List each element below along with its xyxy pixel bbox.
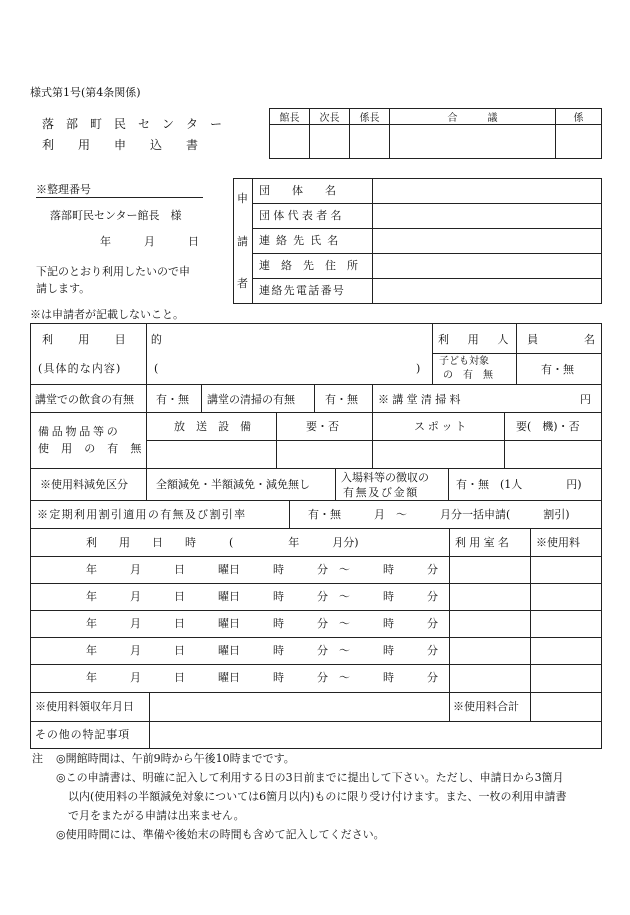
- applicant-side-2: 請: [237, 235, 248, 248]
- group-name-field[interactable]: [373, 179, 601, 203]
- approval-cell[interactable]: [310, 125, 350, 159]
- spot-value[interactable]: 要( 機)・否: [516, 420, 580, 433]
- seiri-underline: [36, 197, 203, 198]
- purpose-paren-close: ): [416, 362, 421, 375]
- exemption-label: ※使用料減免区分: [40, 478, 128, 491]
- teiki-value[interactable]: 有・無 月 〜 月分一括申請( 割引): [308, 508, 570, 521]
- representative-field[interactable]: [373, 204, 601, 228]
- schedule-row[interactable]: 年 月 日 曜日 時 分 〜 時 分: [86, 590, 438, 603]
- broadcast-value[interactable]: 要・否: [306, 420, 339, 433]
- admission-value[interactable]: 有・無 (1人 円): [456, 478, 582, 491]
- exemption-value[interactable]: 全額減免・半額減免・減免無し: [156, 478, 310, 491]
- food-label: 講堂での飲食の有無: [35, 393, 134, 406]
- admission-label-2: 有無及び金額: [343, 486, 419, 499]
- note-2b: 以内(使用料の半額減免対象については6箇月以内)ものに限り受け付けます。また、一枚の利用申請書: [68, 790, 567, 803]
- other-label: その他の特記事項: [35, 728, 131, 741]
- equipment-label-1: 備品物品等の: [38, 425, 121, 438]
- note-3: ◎使用時間には、準備や後始末の時間も含めて記入してください。: [56, 828, 385, 841]
- application-date: 年 月 日: [100, 235, 199, 248]
- contact-address-label: 連 絡 先 住 所: [259, 259, 358, 272]
- approval-header-gogi: 合 議: [390, 109, 556, 125]
- note-2c: で月をまたがる申請は出来ません。: [68, 809, 245, 822]
- schedule-header: 利 用 日 時 ( 年 月分): [86, 536, 359, 549]
- note-2a: ◎この申請書は、明確に記入して利用する日の3日前までに提出して下さい。ただし、申請日から3箇月: [56, 771, 564, 784]
- room-header: 利用室名: [455, 536, 513, 549]
- note-1: ◎開館時間は、午前9時から午後10時までです。: [56, 752, 295, 765]
- contact-phone-field[interactable]: [373, 279, 601, 303]
- purpose-paren-open: (: [154, 362, 159, 375]
- fee-unit: 円: [580, 393, 591, 406]
- clean-value[interactable]: 有・無: [325, 393, 358, 406]
- form-title-line1: 落 部 町 民 セ ン タ ー: [42, 117, 223, 131]
- approval-cell[interactable]: [270, 125, 310, 159]
- contact-address-field[interactable]: [373, 254, 601, 278]
- schedule-row[interactable]: 年 月 日 曜日 時 分 〜 時 分: [86, 617, 438, 630]
- children-label-1: 子ども対象: [439, 356, 489, 367]
- children-value[interactable]: 有・無: [541, 363, 574, 376]
- users-label: 利 用 人 員: [438, 333, 542, 346]
- clean-label: 講堂の清掃の有無: [207, 393, 295, 406]
- request-text-1: 下記のとおり利用したいので申: [36, 265, 190, 278]
- note-top: ※は申請者が記載しないこと。: [30, 308, 184, 321]
- children-label-2: の 有 無: [443, 370, 493, 381]
- contact-phone-label: 連絡先電話番号: [259, 284, 346, 297]
- applicant-side-1: 申: [237, 192, 248, 205]
- notes-prefix: 注: [32, 752, 43, 765]
- seiri-label: ※整理番号: [36, 183, 91, 196]
- approval-cell[interactable]: [390, 125, 556, 159]
- purpose-field[interactable]: [162, 355, 412, 379]
- schedule-row[interactable]: 年 月 日 曜日 時 分 〜 時 分: [86, 563, 438, 576]
- equipment-label-2: 使 用 の 有 無: [38, 442, 142, 455]
- receipt-label: ※使用料領収年月日: [35, 700, 134, 713]
- approval-cell[interactable]: [556, 125, 602, 159]
- purpose-label-2: (具体的な内容): [38, 362, 122, 375]
- applicant-side-3: 者: [237, 277, 248, 290]
- purpose-label-1: 利 用 目 的: [42, 333, 170, 346]
- approval-header-kakari: 係: [556, 109, 602, 125]
- approval-header-jicho: 次長: [310, 109, 350, 125]
- request-text-2: 請します。: [36, 282, 91, 295]
- schedule-row[interactable]: 年 月 日 曜日 時 分 〜 時 分: [86, 644, 438, 657]
- form-title-line2: 利 用 申 込 書: [42, 138, 199, 152]
- form-id: 様式第1号(第4条関係): [30, 86, 141, 99]
- contact-name-field[interactable]: [373, 229, 601, 253]
- representative-label: 団体代表者名: [259, 209, 345, 222]
- broadcast-label: 放 送 設 備: [174, 420, 251, 433]
- fee-header: ※使用料: [536, 536, 580, 549]
- group-name-label: 団 体 名: [259, 184, 336, 197]
- addressee: 落部町民センター館長 様: [50, 209, 182, 222]
- approval-table: [269, 108, 602, 159]
- approval-header-kancho: 館長: [270, 109, 310, 125]
- contact-name-label: 連絡先氏名: [259, 234, 345, 247]
- fee-label: ※講堂清掃料: [378, 393, 464, 406]
- teiki-label: ※定期利用割引適用の有無及び割引率: [37, 508, 247, 521]
- approval-header-kakaricho: 係長: [350, 109, 390, 125]
- schedule-row[interactable]: 年 月 日 曜日 時 分 〜 時 分: [86, 671, 438, 684]
- users-unit: 名: [584, 333, 595, 346]
- approval-cell[interactable]: [350, 125, 390, 159]
- food-value[interactable]: 有・無: [156, 393, 189, 406]
- spot-label: スポット: [414, 420, 469, 433]
- total-label: ※使用料合計: [453, 700, 519, 713]
- admission-label-1: 入場料等の徴収の: [341, 471, 429, 484]
